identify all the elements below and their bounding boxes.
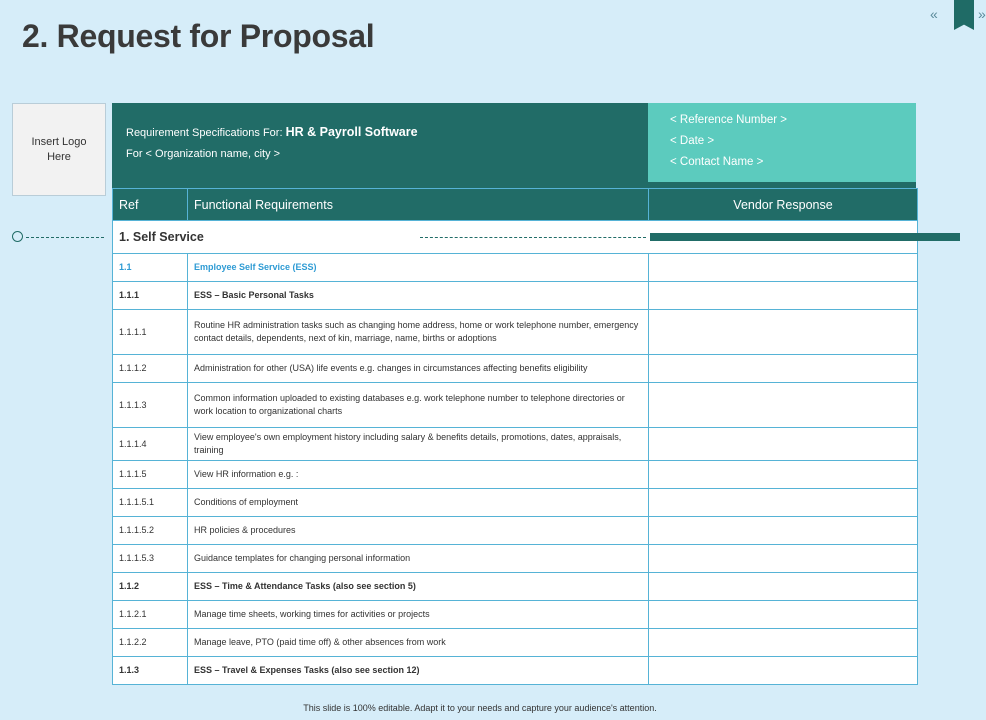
contact-name: < Contact Name > [670, 156, 764, 168]
vendor-response-cell[interactable] [649, 601, 918, 629]
row-requirement: HR policies & procedures [188, 517, 649, 545]
vendor-response-cell[interactable] [649, 310, 918, 355]
row-requirement: ESS – Travel & Expenses Tasks (also see section 12) [188, 657, 649, 685]
software-name: HR & Payroll Software [285, 125, 418, 139]
vendor-response-cell[interactable] [649, 573, 918, 601]
table-row [113, 461, 918, 489]
row-ref: 1.1.1.4 [113, 428, 188, 461]
spec-prefix: Requirement Specifications For: [126, 127, 283, 139]
connector-circle [12, 231, 23, 242]
row-ref: 1.1.1.5.3 [113, 545, 188, 573]
proposal-meta [648, 103, 916, 182]
table-row [113, 310, 918, 355]
table-row [113, 517, 918, 545]
bookmark-ribbon-icon [954, 0, 974, 30]
vendor-response-cell[interactable] [649, 461, 918, 489]
row-requirement: View HR information e.g. : [188, 461, 649, 489]
logo-placeholder[interactable] [12, 103, 106, 196]
table-row [113, 657, 918, 685]
row-requirement: Manage leave, PTO (paid time off) & other absences from work [188, 629, 649, 657]
row-requirement: Employee Self Service (ESS) [188, 254, 649, 282]
table-row [113, 254, 918, 282]
reference-number: < Reference Number > [670, 114, 787, 126]
spec-header [112, 103, 648, 182]
proposal-date: < Date > [670, 135, 715, 147]
row-ref: 1.1.1.2 [113, 355, 188, 383]
row-ref: 1.1 [113, 254, 188, 282]
connector-dashed-line [26, 237, 104, 238]
table-row [113, 629, 918, 657]
row-requirement: Routine HR administration tasks such as changing home address, home or work telephone number, emergency contact details, dependents, next of kin, marriage, name, births or adoptions [188, 310, 649, 355]
vendor-response-cell[interactable] [649, 383, 918, 428]
footer-note: This slide is 100% editable. Adapt it to your needs and capture your audience's attention. [303, 703, 657, 713]
next-slide-icon[interactable]: » [978, 6, 986, 22]
previous-slide-icon[interactable]: « [930, 6, 938, 22]
vendor-response-cell[interactable] [649, 428, 918, 461]
row-requirement: Conditions of employment [188, 489, 649, 517]
vendor-response-cell[interactable] [649, 254, 918, 282]
row-requirement: Guidance templates for changing personal information [188, 545, 649, 573]
row-requirement: View employee's own employment history including salary & benefits details, promotions, dates, appraisals, training [188, 428, 649, 461]
organization-line: For < Organization name, city > [126, 148, 281, 160]
vendor-response-cell[interactable] [649, 355, 918, 383]
table-row [113, 601, 918, 629]
requirements-table [112, 188, 918, 685]
logo-placeholder-text: Insert Logo Here [31, 135, 87, 163]
row-ref: 1.1.2 [113, 573, 188, 601]
section-title: 1. Self Service [113, 221, 918, 254]
row-requirement: ESS – Basic Personal Tasks [188, 282, 649, 310]
vendor-response-cell[interactable] [649, 517, 918, 545]
connector-dashed-line [420, 237, 646, 238]
column-header-vendor: Vendor Response [649, 189, 918, 221]
row-ref: 1.1.2.1 [113, 601, 188, 629]
row-ref: 1.1.1.5 [113, 461, 188, 489]
table-row [113, 355, 918, 383]
row-ref: 1.1.1 [113, 282, 188, 310]
vendor-response-cell[interactable] [649, 545, 918, 573]
column-header-requirements: Functional Requirements [188, 189, 649, 221]
row-ref: 1.1.3 [113, 657, 188, 685]
row-requirement: ESS – Time & Attendance Tasks (also see section 5) [188, 573, 649, 601]
row-ref: 1.1.1.1 [113, 310, 188, 355]
table-header-row [113, 189, 918, 221]
vendor-response-cell[interactable] [649, 282, 918, 310]
column-header-ref: Ref [113, 189, 188, 221]
vendor-response-cell[interactable] [649, 629, 918, 657]
row-ref: 1.1.1.5.1 [113, 489, 188, 517]
vendor-response-cell[interactable] [649, 489, 918, 517]
table-row [113, 428, 918, 461]
row-requirement: Common information uploaded to existing databases e.g. work telephone number to telephone directories or work location to organizational charts [188, 383, 649, 428]
table-row [113, 573, 918, 601]
page-title: 2. Request for Proposal [22, 18, 375, 54]
row-ref: 1.1.2.2 [113, 629, 188, 657]
row-ref: 1.1.1.3 [113, 383, 188, 428]
table-row [113, 383, 918, 428]
table-row [113, 282, 918, 310]
connector-bar [650, 233, 960, 241]
row-requirement: Administration for other (USA) life events e.g. changes in circumstances affecting benefits eligibility [188, 355, 649, 383]
row-requirement: Manage time sheets, working times for activities or projects [188, 601, 649, 629]
table-row [113, 545, 918, 573]
table-row [113, 489, 918, 517]
vendor-response-cell[interactable] [649, 657, 918, 685]
row-ref: 1.1.1.5.2 [113, 517, 188, 545]
